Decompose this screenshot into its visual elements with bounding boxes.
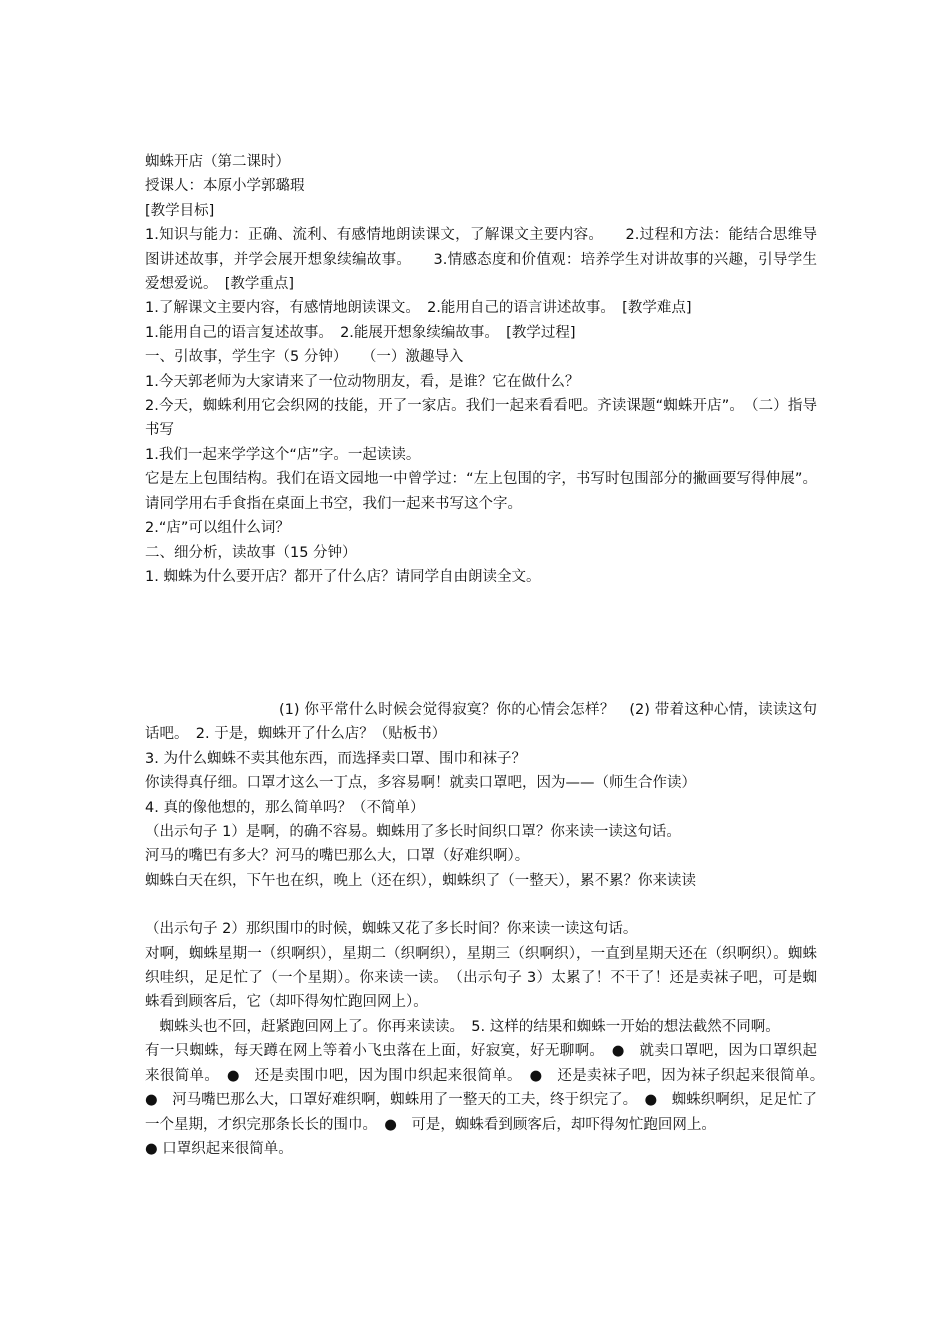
process-step: 河马的嘴巴有多大？河马的嘴巴那么大，口罩（好难织啊）。 — [145, 848, 530, 865]
process-step: 蜘蛛白天在织，下午也在织，晚上（还在织），蜘蛛织了（一整天），累不累？你来读读 — [145, 872, 696, 889]
process-step: 它是左上包围结构。我们在语文园地一中曾学过：“左上包围的字，书写时包围部分的撇画要写得伸展”。请同学用右手食指在桌面上书空，我们一起来书写这个字。 — [145, 471, 817, 512]
lesson-title: 蜘蛛开店（第二课时） — [145, 154, 290, 170]
question-paragraph: (1) 你平常什么时候会觉得寂寞？你的心情会怎样？ (2) 带着这种心情，读读这句话吧。 2. 于是，蜘蛛开了什么店？（贴板书） — [145, 702, 817, 743]
process-step: 你读得真仔细。口罩才这么一丁点，多容易啊！就卖口罩吧，因为——（师生合作读） — [145, 775, 696, 792]
process-step: 2.“店”可以组什么词？ — [145, 520, 290, 537]
teacher-line: 授课人：本原小学郭璐瑕 — [145, 178, 305, 195]
goals-paragraph: 1.知识与能力：正确、流利、有感情地朗读课文，了解课文主要内容。 2.过程和方法：能结合思维导图讲述故事，并学会展开想象续编故事。 3.情感态度和价值观：培养学生对讲故事的兴趣，引导学生爱想爱说。 [教学重点] — [145, 227, 817, 293]
bullet-line: ● 口罩织起来很简单。 — [145, 1140, 293, 1157]
process-step: （出示句子 1）是啊，的确不容易。蜘蛛用了多长时间织口罩？你来读一读这句话。 — [145, 824, 681, 841]
lesson-plan-top-section — [145, 150, 817, 589]
story-summary-paragraph: 有一只蜘蛛，每天蹲在网上等着小飞虫落在上面，好寂寞，好无聊啊。 ● 就卖口罩吧，因为口罩织起来很简单。 ● 还是卖围巾吧，因为围巾织起来很简单。 ● 还是卖袜子吧，因为袜子织起来很简单。 ● 河马嘴巴那么大，口罩好难织啊，蜘蛛用了一整天的工夫，终于织完了。 ● 蜘蛛织啊织，足足忙了一个星期，才织完那条长长的围巾。 ● 可是，蜘蛛看到顾客后，却吓得匆忙跑回网上。 — [145, 1043, 832, 1133]
process-step: 蜘蛛头也不回，赶紧跑回网上了。你再来读读。 5. 这样的结果和蜘蛛一开始的想法截然不同啊。 — [145, 1018, 780, 1035]
process-step: （出示句子 2）那织围巾的时候，蜘蛛又花了多长时间？你来读一读这句话。 — [145, 921, 638, 938]
section-heading-goals: [教学目标] — [145, 202, 215, 219]
process-step: 对啊，蜘蛛星期一（织啊织），星期二（织啊织），星期三（织啊织），一直到星期天还在（织啊织）。蜘蛛织哇织，足足忙了（一个星期）。你来读一读。 （出示句子 3）太累了！不干了！还是卖袜子吧，可是蜘蛛看到顾客后，它（却吓得匆忙跑回网上）。 — [145, 945, 817, 1011]
process-part-one-heading: 一、引故事，学生字（5 分钟） （一）激趣导入 — [145, 349, 464, 366]
difficulties-paragraph: 1.能用自己的语言复述故事。 2.能展开想象续编故事。 [教学过程] — [145, 324, 576, 341]
process-step: 1.我们一起来学学这个“店”字。一起读读。 — [145, 446, 421, 463]
process-step: 4. 真的像他想的，那么简单吗？（不简单） — [145, 799, 425, 816]
process-step: 3. 为什么蜘蛛不卖其他东西，而选择卖口罩、围巾和袜子？ — [145, 750, 526, 767]
process-step: 1.今天郭老师为大家请来了一位动物朋友，看，是谁？它在做什么？ — [145, 373, 580, 390]
key-points-paragraph: 1.了解课文主要内容，有感情地朗读课文。 2.能用自己的语言讲述故事。 [教学难点] — [145, 300, 692, 317]
process-step: 1. 蜘蛛为什么要开店？都开了什么店？请同学自由朗读全文。 — [145, 568, 541, 585]
lesson-plan-bottom-section — [145, 698, 832, 1161]
process-step: 2.今天，蜘蛛利用它会织网的技能，开了一家店。我们一起来看看吧。齐读课题“蜘蛛开店”。 （二）指导书写 — [145, 398, 817, 439]
process-part-two-heading: 二、细分析，读故事（15 分钟） — [145, 544, 357, 561]
